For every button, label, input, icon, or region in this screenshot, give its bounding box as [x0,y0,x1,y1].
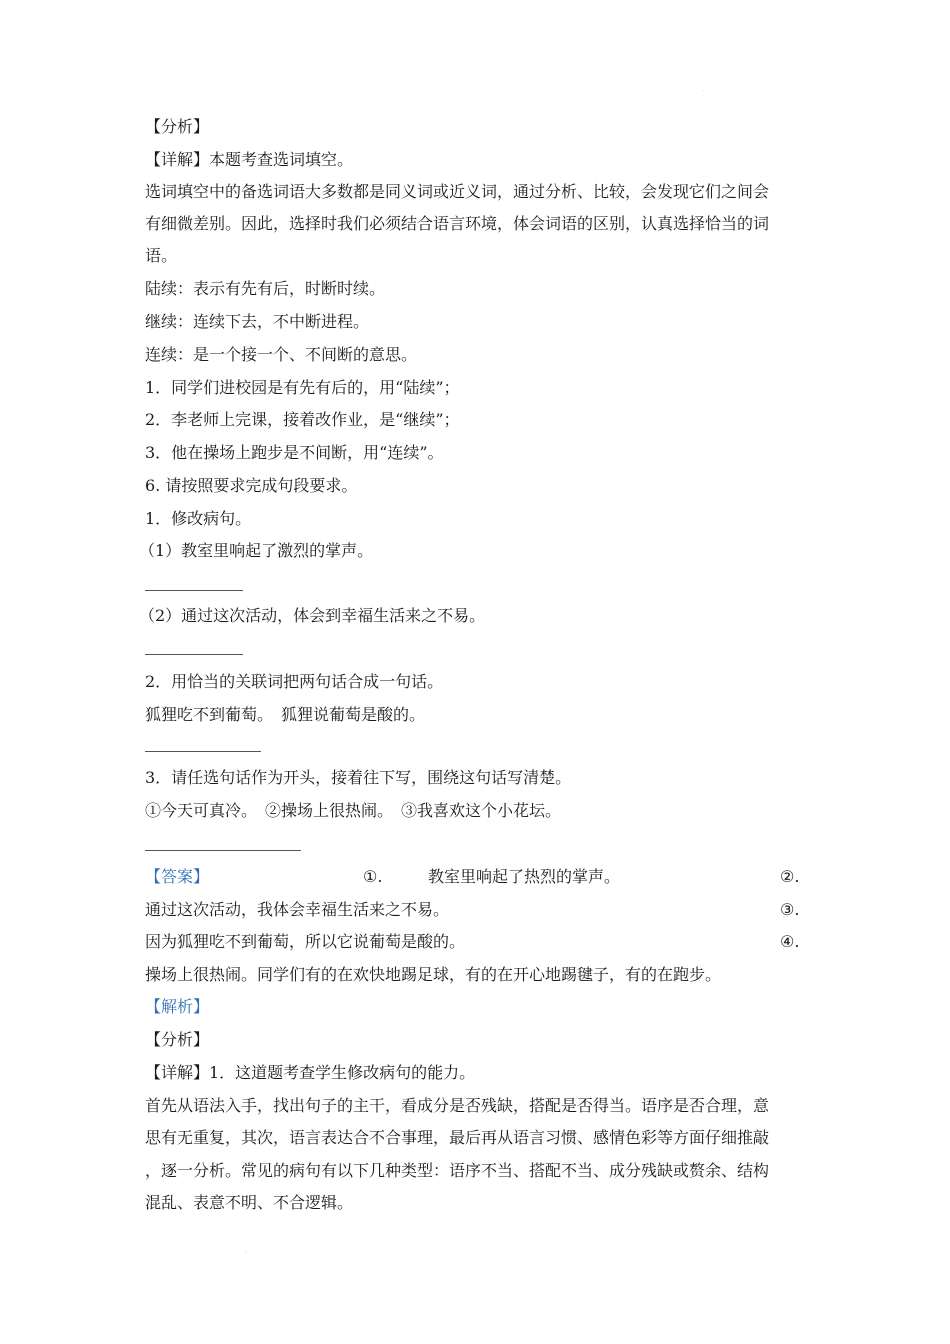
paragraph-line: ，逐一分析。常见的病句有以下几种类型：语序不当、搭配不当、成分残缺或赘余、结构 [145,1161,770,1180]
question-title: 6. 请按照要求完成句段要求。 [145,476,358,495]
answer-text: 操场上很热闹。同学们有的在欢快地踢足球，有的在开心地踢毽子，有的在跑步。 [145,965,722,984]
question-part: 2．用恰当的关联词把两句话合成一句话。 [145,672,444,691]
answer-number: ②. [780,867,800,886]
footer-dot: . [245,1248,247,1255]
paragraph-line: 首先从语法入手，找出句子的主干，看成分是否残缺，搭配是否得当。语序是否合理，意 [145,1096,770,1115]
definition-line: 连续：是一个接一个、不间断的意思。 [145,345,418,364]
question-item: 狐狸吃不到葡萄。 狐狸说葡萄是酸的。 [145,705,426,724]
question-part: 1．修改病句。 [145,509,252,528]
answer-heading: 【答案】 [145,867,210,886]
answer-line: 3．他在操场上跑步是不间断，用“连续”。 [145,443,444,462]
definition-line: 继续：连续下去，不中断进程。 [145,312,370,331]
explanation-heading: 【解析】 [145,997,210,1016]
answer-blank [145,654,243,655]
paragraph-line: 选词填空中的备选词语大多数都是同义词或近义词，通过分析、比较，会发现它们之间会 [145,182,770,201]
analysis-heading: 【分析】 [145,1030,210,1049]
analysis-heading: 【分析】 [145,117,210,136]
question-item: ①今天可真冷。 ②操场上很热闹。 ③我喜欢这个小花坛。 [145,801,562,820]
detail-intro: 【详解】1．这道题考查学生修改病句的能力。 [145,1063,476,1082]
question-part: 3．请任选句话作为开头，接着往下写，围绕这句话写清楚。 [145,768,572,787]
answer-text: 因为狐狸吃不到葡萄，所以它说葡萄是酸的。 [145,932,466,951]
answer-blank [145,590,243,591]
answer-line: 1．同学们进校园是有先有后的，用“陆续”； [145,378,460,397]
paragraph-line: 混乱、表意不明、不合逻辑。 [145,1193,354,1212]
answer-blank [145,850,301,851]
answer-number: ①. [363,867,383,886]
answer-text: 通过这次活动，我体会幸福生活来之不易。 [145,900,450,919]
question-item: （2）通过这次活动，体会到幸福生活来之不易。 [139,606,486,625]
paragraph-line: 思有无重复，其次，语言表达合不合事理，最后再从语言习惯、感情色彩等方面仔细推敲 [145,1128,770,1147]
answer-number: ③. [780,900,800,919]
paragraph-line: 有细微差别。因此，选择时我们必须结合语言环境，体会词语的区别，认真选择恰当的词 [145,214,770,233]
answer-blank [145,751,261,752]
answer-text: 教室里响起了热烈的掌声。 [428,867,621,886]
question-item: （1）教室里响起了激烈的掌声。 [139,541,374,560]
answer-line: 2．李老师上完课，接着改作业，是“继续”； [145,410,460,429]
detail-intro: 【详解】本题考查选词填空。 [145,150,354,169]
definition-line: 陆续：表示有先有后，时断时续。 [145,279,386,298]
answer-number: ④. [780,932,800,951]
corner-dot: . [703,86,705,93]
paragraph-line: 语。 [145,246,178,265]
